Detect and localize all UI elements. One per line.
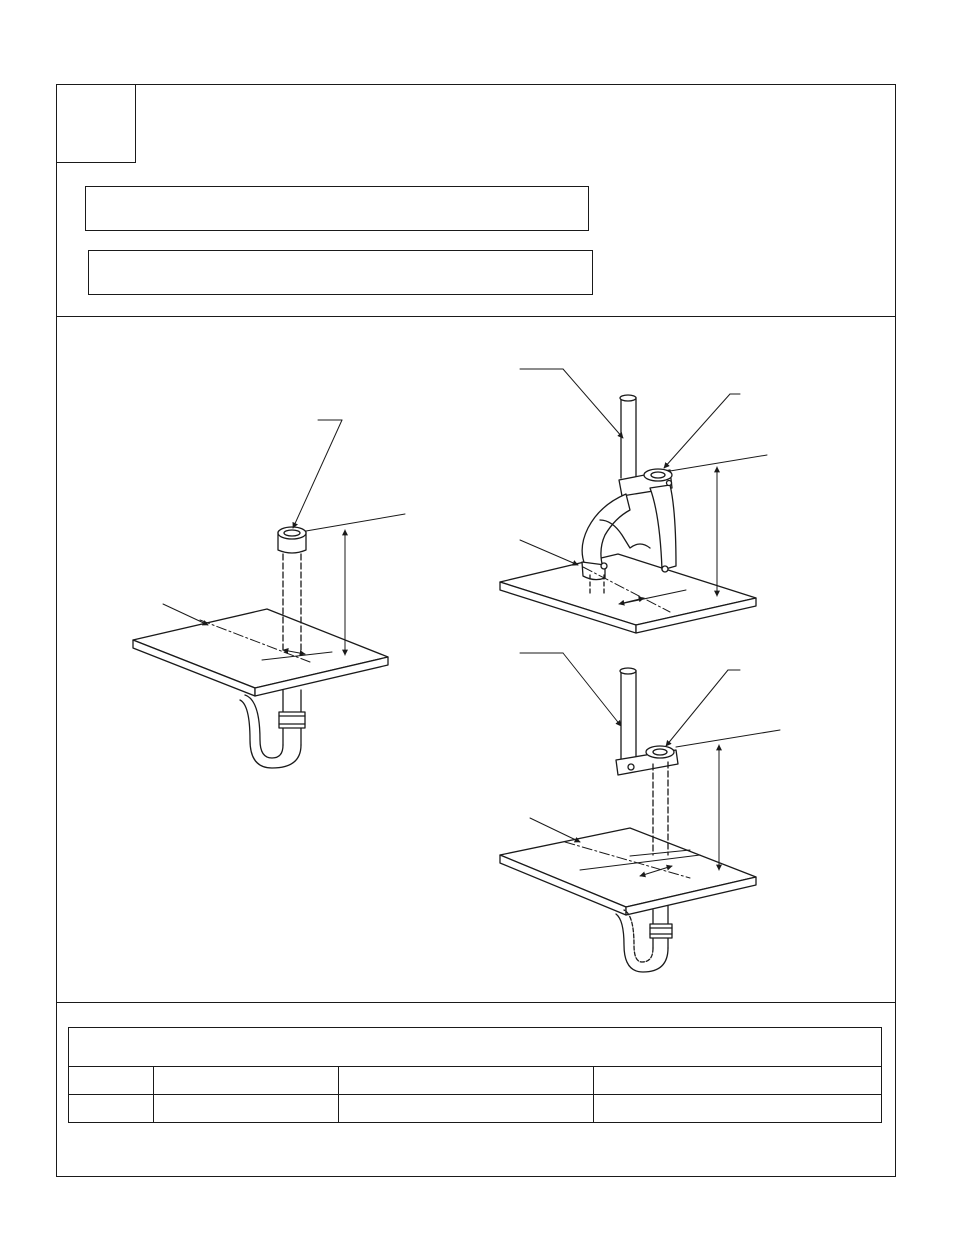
table-caption: [69, 1028, 882, 1067]
supply-riser-bottom-right: [620, 668, 636, 760]
figure-left-riser-through-counter: [133, 420, 405, 768]
clamp-fitting-bottom-right: [616, 746, 678, 775]
countertop-bottom-right: [500, 828, 756, 907]
p-trap-left: [240, 690, 305, 768]
table-header-cell: [154, 1066, 339, 1094]
p-trap-bottom-right: [616, 906, 672, 972]
figure-bottom-right-straight-riser: [500, 653, 780, 972]
figure-top-right-offset-riser: [500, 369, 767, 633]
countertop-left: [133, 609, 388, 688]
table-header-row: [69, 1066, 882, 1094]
section-divider-bottom: [57, 1002, 895, 1003]
table-header-cell: [594, 1066, 882, 1094]
specification-table: [68, 1027, 882, 1123]
table-cell: [594, 1094, 882, 1122]
table-header-cell: [69, 1066, 154, 1094]
supply-riser-top-right: [620, 395, 636, 478]
table-cell: [154, 1094, 339, 1122]
table-cell: [339, 1094, 594, 1122]
table-cell: [69, 1094, 154, 1122]
table-header-cell: [339, 1066, 594, 1094]
table-row: [69, 1094, 882, 1122]
